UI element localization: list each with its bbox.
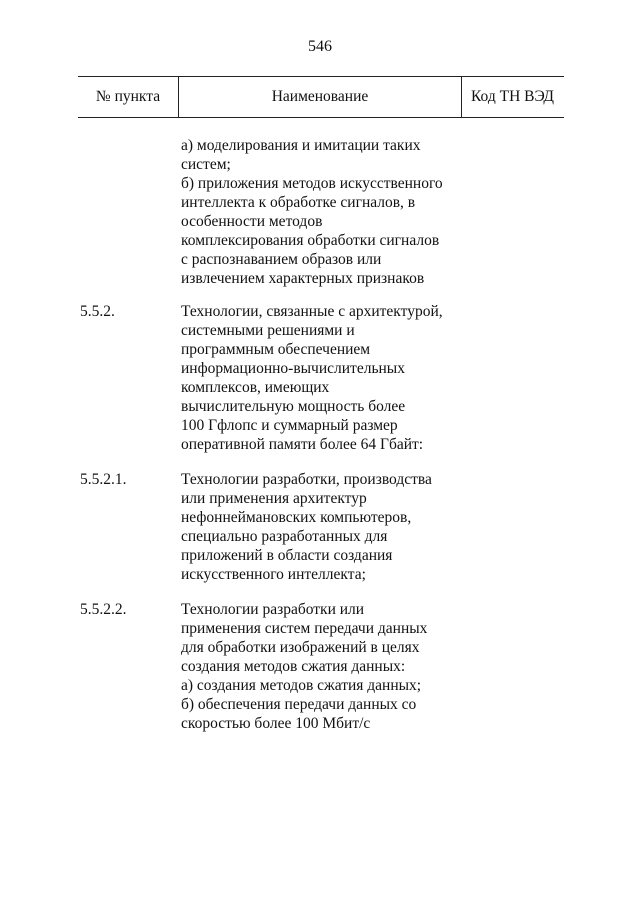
text-line: специально разработанных для xyxy=(181,528,388,545)
text-line: а) моделирования и имитации таких xyxy=(181,137,421,154)
text-line: создания методов сжатия данных: xyxy=(181,658,406,675)
text-line: 100 Гфлопс и суммарный размер xyxy=(181,417,398,434)
text-line: Технологии разработки, производства xyxy=(181,471,432,488)
text-line: систем; xyxy=(181,156,231,173)
header-name: Наименование xyxy=(178,77,462,117)
text-line: применения систем передачи данных xyxy=(181,620,428,637)
text-line: особенности методов xyxy=(181,213,323,230)
text-line: Технологии разработки или xyxy=(181,601,365,618)
entry-number: 5.5.2. xyxy=(80,303,115,320)
entry-text xyxy=(181,470,471,584)
text-line: скоростью более 100 Мбит/с xyxy=(181,715,371,732)
header-tn-ved-code: Код ТН ВЭД xyxy=(470,88,554,105)
text-line: информационно-вычислительных xyxy=(181,360,405,377)
text-line: нефоннеймановских компьютеров, xyxy=(181,509,412,526)
table-header xyxy=(78,76,564,118)
entry-text xyxy=(181,302,471,454)
text-line: б) обеспечения передачи данных со xyxy=(181,696,417,713)
entry-number: 5.5.2.2. xyxy=(80,601,127,618)
text-line: комплексирования обработки сигналов xyxy=(181,232,440,249)
text-line: б) приложения методов искусственного xyxy=(181,175,443,192)
text-line: или применения архитектур xyxy=(181,490,367,507)
text-line: оперативной памяти более 64 Гбайт: xyxy=(181,436,424,453)
text-line: интеллекта к обработке сигналов, в xyxy=(181,194,416,211)
header-item-number: № пункта xyxy=(95,88,161,105)
entry-text xyxy=(181,136,471,288)
text-line: Технологии, связанные с архитектурой, xyxy=(181,303,443,320)
text-line: с распознаванием образов или xyxy=(181,251,382,268)
entry-number: 5.5.2.1. xyxy=(80,471,127,488)
text-line: для обработки изображений в целях xyxy=(181,639,420,656)
text-line: извлечением характерных признаков xyxy=(181,270,425,287)
text-line: программным обеспечением xyxy=(181,341,371,358)
text-line: приложений в области создания xyxy=(181,547,393,564)
page-number: 546 xyxy=(308,38,332,55)
text-line: а) создания методов сжатия данных; xyxy=(181,677,422,694)
text-line: комплексов, имеющих xyxy=(181,379,330,396)
text-line: искусственного интеллекта; xyxy=(181,566,366,583)
text-line: системными решениями и xyxy=(181,322,355,339)
entry-text xyxy=(181,600,471,733)
text-line: вычислительную мощность более xyxy=(181,398,406,415)
